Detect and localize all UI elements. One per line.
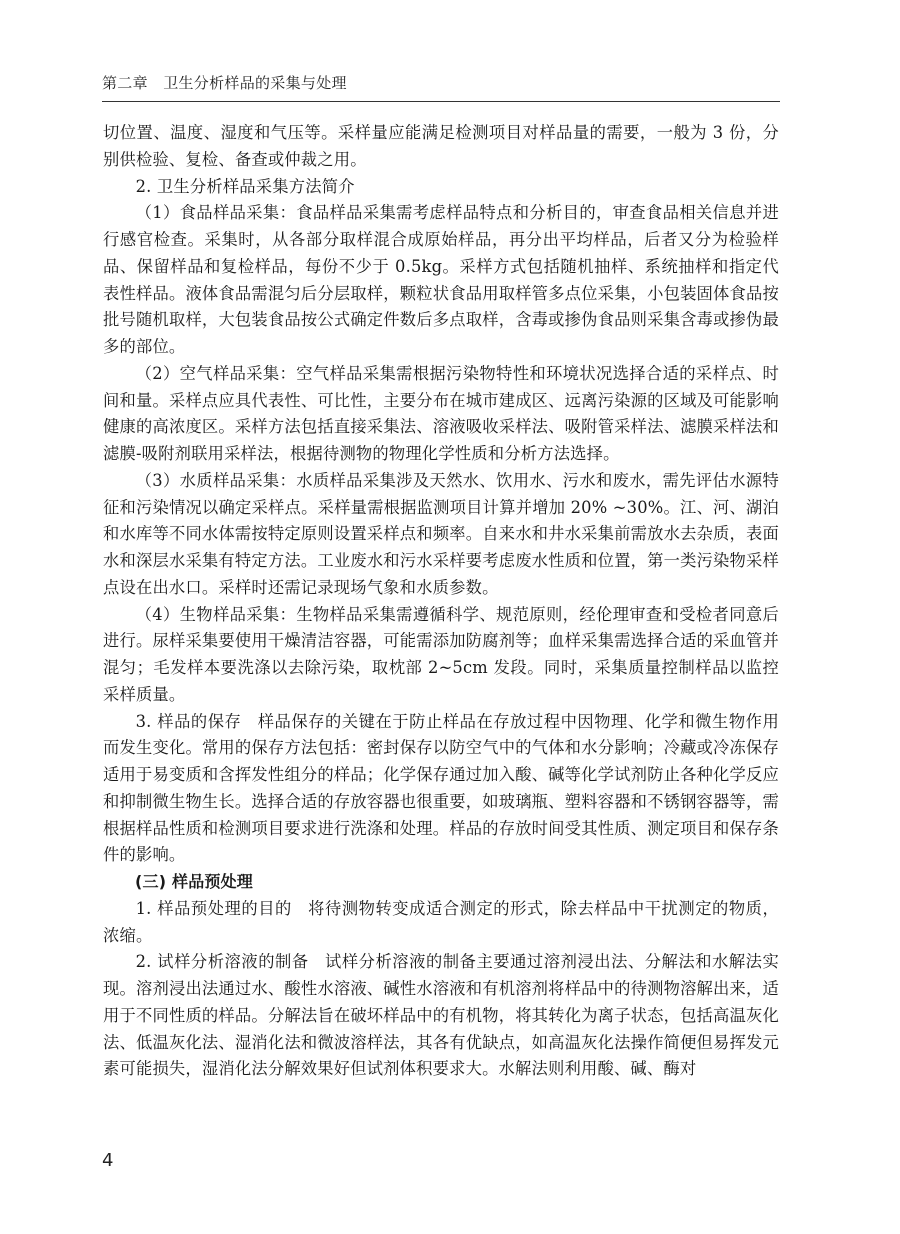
paragraph-body: 将待测物转变成适合测定的形式，除去样品中干扰测定的物质，浓缩。 [103,898,779,945]
paragraph-food-sampling: （1）食品样品采集：食品样品采集需考虑样品特点和分析目的，审查食品相关信息并进行感官检查。采集时，从各部分取样混合成原始样品，再分出平均样品，后者又分为检验样品、保留样品和复检样品，每份不少于 0.5kg。采样方式包括随机抽样、系统抽样和指定代表性样品。液体食品需混匀后分层取样，颗粒状食品用取样管多点位采集，小包装固体食品按批号随机取样，大包装食品按公式确定件数后多点取样，含毒或掺伪食品则采集含毒或掺伪最多的部位。 [103,203,779,356]
body-text [103,120,779,1083]
subsection-heading-pretreatment: (三) 样品预处理 [135,872,253,891]
paragraph-lead: 2. 试样分析溶液的制备 [135,952,309,972]
header-rule [102,101,780,102]
paragraph-pretreatment-purpose [103,896,779,950]
paragraph-continuation: 切位置、温度、湿度和气压等。采样量应能满足检测项目对样品量的需要，一般为 3 份，分别供检验、复检、备查或仲裁之用。 [103,123,779,169]
paragraph-sample-storage [103,709,779,870]
section-heading-sampling-methods: 2. 卫生分析样品采集方法简介 [135,176,355,196]
running-header: 第二章 卫生分析样品的采集与处理 [102,74,347,92]
paragraph-water-sampling: （3）水质样品采集：水质样品采集涉及天然水、饮用水、污水和废水，需先评估水源特征和污染情况以确定采样点。采样量需根据监测项目计算并增加 20% ~30%。江、河、湖泊和水库等不同水体需按特定原则设置采样点和频率。自来水和井水采集前需放水去杂质，表面水和深层水采集有特定方法。工业废水和污水采样要考虑废水性质和位置，第一类污染物采样点设在出水口。采样时还需记录现场气象和水质参数。 [103,470,779,597]
paragraph-biological-sampling: （4）生物样品采集：生物样品采集需遵循科学、规范原则，经伦理审查和受检者同意后进行。尿样采集要使用干燥清洁容器，可能需添加防腐剂等；血样采集需选择合适的采血管并混匀；毛发样本要洗涤以去除污染，取枕部 2~5cm 发段。同时，采集质量控制样品以监控采样质量。 [103,604,779,704]
paragraph-lead: 1. 样品预处理的目的 [135,898,292,918]
paragraph-solution-preparation [103,949,779,1083]
paragraph-lead: 3. 样品的保存 [135,711,242,731]
paragraph-air-sampling: （2）空气样品采集：空气样品采集需根据污染物特性和环境状况选择合适的采样点、时间和量。采样点应具代表性、可比性，主要分布在城市建成区、远离污染源的区域及可能影响健康的高浓度区。采样方法包括直接采集法、溶液吸收采样法、吸附管采样法、滤膜采样法和滤膜-吸附剂联用采样法，根据待测物的物理化学性质和分析方法选择。 [103,363,779,463]
paragraph-body: 样品保存的关键在于防止样品在存放过程中因物理、化学和微生物作用而发生变化。常用的保存方法包括：密封保存以防空气中的气体和水分影响；冷藏或冷冻保存适用于易变质和含挥发性组分的样品；化学保存通过加入酸、碱等化学试剂防止各种化学反应和抑制微生物生长。选择合适的存放容器也很重要，如玻璃瓶、塑料容器和不锈钢容器等，需根据样品性质和检测项目要求进行洗涤和处理。样品的存放时间受其性质、测定项目和保存条件的影响。 [103,711,779,865]
page-number: 4 [102,1150,114,1171]
paragraph-body: 试样分析溶液的制备主要通过溶剂浸出法、分解法和水解法实现。溶剂浸出法通过水、酸性水溶液、碱性水溶液和有机溶剂将样品中的待测物溶解出来，适用于不同性质的样品。分解法旨在破坏样品中的有机物，将其转化为离子状态，包括高温灰化法、低温灰化法、湿消化法和微波溶样法，其各有优缺点，如高温灰化法操作简便但易挥发元素可能损失，湿消化法分解效果好但试剂体积要求大。水解法则利用酸、碱、酶对 [103,952,779,1079]
